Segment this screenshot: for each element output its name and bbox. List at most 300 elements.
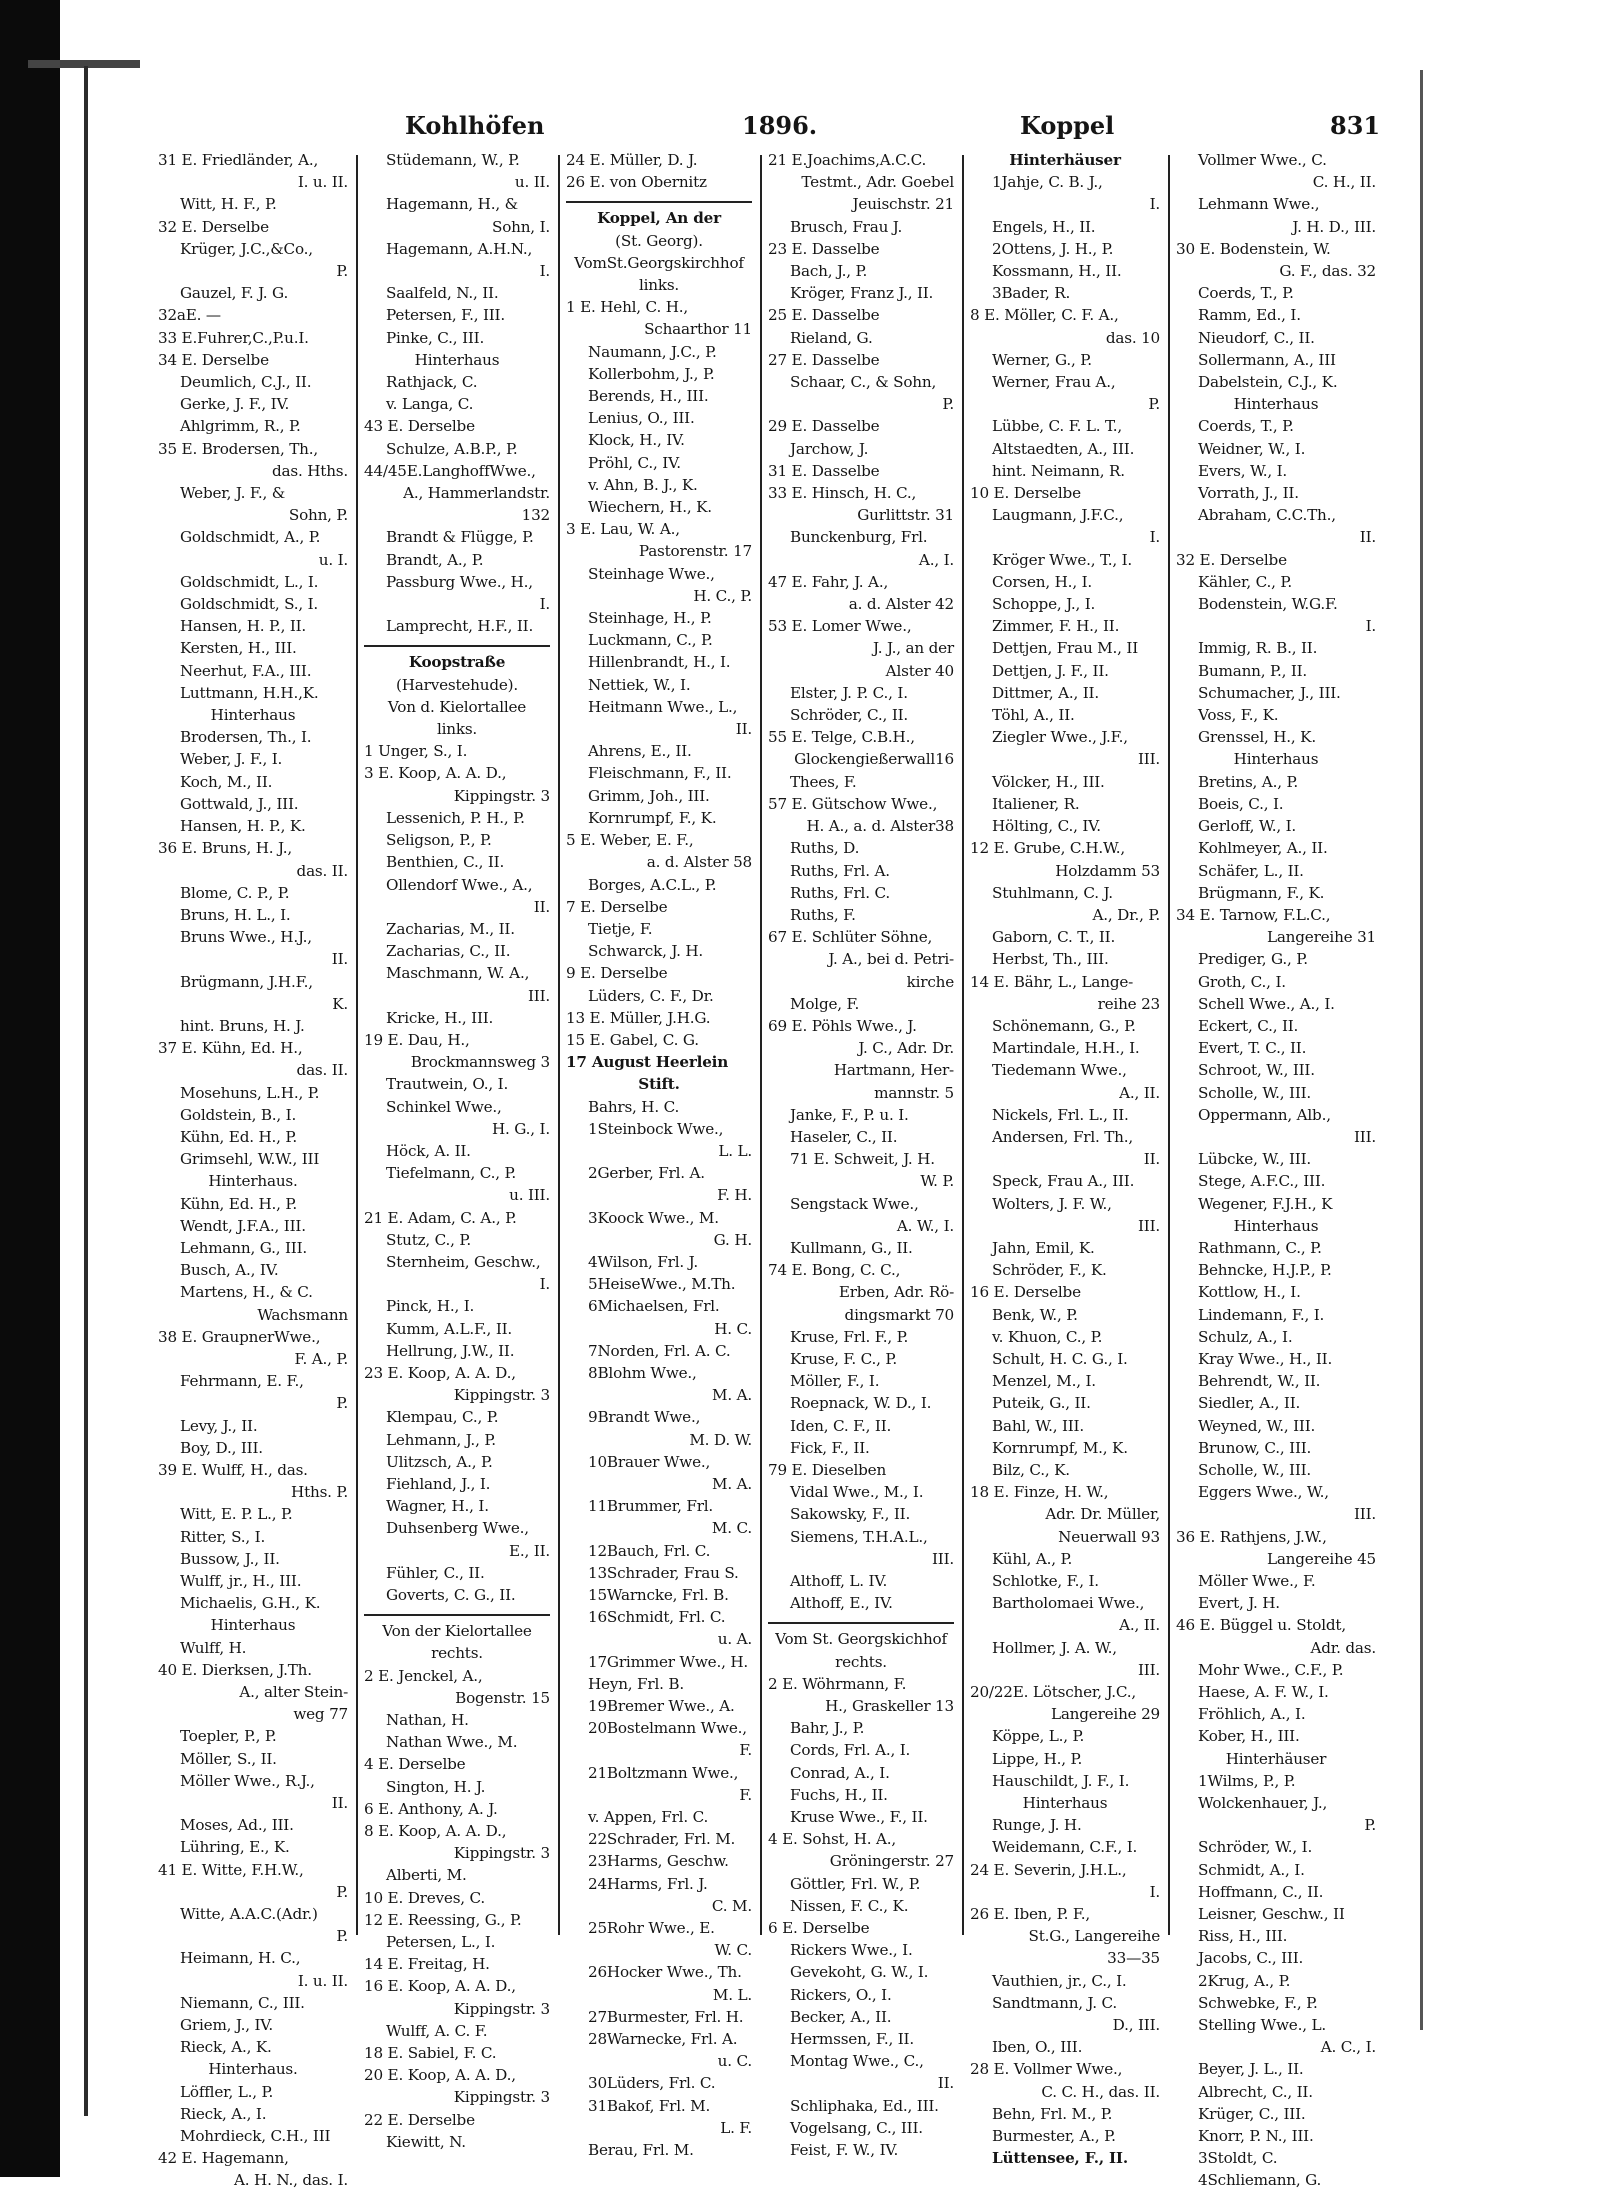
directory-entry-line: Iden, C. F., II. [790,1416,892,1435]
directory-entry-line: Conrad, A., I. [790,1763,890,1782]
directory-entry-line: Martindale, H.H., I. [992,1039,1140,1058]
directory-entry-line: Wiechern, H., K. [588,498,712,517]
directory-entry-line: Hinterhäuser [1009,151,1121,169]
directory-entry-line: J. A., bei d. Petri- [828,950,954,969]
directory-entry-line: St.G., Langereihe [1028,1927,1160,1946]
directory-entry-line: Boeis, C., I. [1198,794,1284,813]
directory-entry-line: Hinterhaus [210,706,296,725]
directory-entry-line: 17Grimmer Wwe., H. [588,1652,749,1671]
directory-entry-line: das. 10 [1105,328,1160,347]
directory-entry-line: 53 E. Lomer Wwe., [768,617,912,636]
directory-entry-line: Bussow, J., II. [180,1549,280,1568]
directory-entry-line: II. [937,2074,954,2093]
directory-entry-line: Klock, H., IV. [588,431,685,450]
directory-entry-line: 4Schliemann, G. [1198,2171,1322,2190]
directory-entry-line: 27Burmester, Frl. H. [588,2007,744,2026]
directory-entry-line: Schulz, A., I. [1198,1327,1293,1346]
directory-entry-line: Zimmer, F. H., II. [992,617,1120,636]
directory-entry-line: links. [436,720,478,739]
directory-entry-line: u. C. [717,2052,752,2071]
directory-entry-line: Evers, W., I. [1198,461,1288,480]
directory-entry-line: Klempau, C., P. [386,1408,499,1427]
directory-entry-line: Lindemann, F., I. [1198,1305,1325,1324]
directory-entry-line: Pinck, H., I. [386,1297,475,1316]
directory-entry-line: 16 E. Koop, A. A. D., [364,1977,516,1996]
directory-entry-line: P. [1364,1816,1376,1835]
directory-entry-line: Hinterhaus. [208,2060,298,2079]
directory-entry-line: Brusch, Frau J. [790,217,903,236]
directory-entry-line: Iben, O., III. [992,2038,1083,2057]
directory-entry-line: Koopstraße [408,653,506,672]
directory-entry-line: 40 E. Dierksen, J.Th. [158,1660,312,1679]
directory-entry-line: I. u. II. [297,1971,348,1990]
directory-entry-line: Fiehland, J., I. [386,1474,491,1493]
directory-entry-line: 1 Unger, S., I. [364,742,468,761]
directory-entry-line: 26Hocker Wwe., Th. [588,1963,742,1982]
directory-entry-line: 3Koock Wwe., M. [588,1208,719,1227]
directory-entry-line: A., II. [1119,1083,1160,1102]
directory-entry-line: Burmester, A., P. [992,2127,1116,2146]
directory-entry-line: II. [533,897,550,916]
directory-entry-line: Voss, F., K. [1198,706,1279,725]
directory-entry-line: Fröhlich, A., I. [1198,1705,1306,1724]
directory-entry-line: Evert, T. C., II. [1198,1039,1307,1058]
directory-entry-line: Engels, H., II. [992,217,1096,236]
directory-entry-line: Trautwein, O., I. [386,1075,509,1094]
directory-entry-line: Adr. Dr. Müller, [1045,1505,1160,1524]
directory-entry-line: Witt, E. P. L., P. [180,1505,293,1524]
directory-entry-line: Nettiek, W., I. [588,675,691,694]
directory-entry-line: Fleischmann, F., II. [588,764,732,783]
directory-entry-line: M. L. [712,1985,752,2004]
directory-entry-line: 3Bader, R. [992,284,1071,303]
directory-entry-line: Lübcke, W., III. [1198,1150,1312,1169]
directory-entry-line: 6 E. Anthony, A. J. [364,1799,498,1818]
directory-entry-line: Brandt & Flügge, P. [386,528,534,547]
directory-entry-line: M. D. W. [689,1430,752,1449]
directory-entry-line: 42 E. Hagemann, [158,2149,289,2168]
directory-entry-line: Hinterhäuser [1225,1749,1327,1768]
directory-entry-line: Höck, A. II. [386,1141,471,1160]
directory-entry-line: Wolters, J. F. W., [992,1194,1112,1213]
directory-entry-line: G. H. [713,1230,752,1249]
directory-entry-line: Moses, Ad., III. [180,1816,294,1835]
directory-entry-line: Bruns Wwe., H.J., [180,928,312,947]
header-year: 1896. [742,111,818,140]
directory-entry-line: Goverts, C. G., II. [386,1586,516,1604]
directory-entry-line: 34 E. Tarnow, F.L.C., [1176,905,1331,924]
directory-entry-line: 7 E. Derselbe [566,897,668,916]
directory-entry-line: H. C. [714,1319,752,1338]
directory-entry-line: 71 E. Schweit, J. H. [790,1150,935,1169]
directory-entry-line: Weber, J. F., I. [180,750,283,769]
directory-entry-line: 3 E. Lau, W. A., [566,520,680,539]
directory-entry-line: Vauthien, jr., C., I. [992,1971,1127,1990]
directory-entry-line: Rathmann, C., P. [1198,1238,1322,1257]
directory-entry-line: Kossmann, H., II. [992,262,1122,281]
page-number: 831 [1330,111,1381,140]
directory-entry-line: Puteik, G., II. [992,1394,1091,1413]
directory-entry-line: Jeuischstr. 21 [852,195,954,214]
directory-entry-line: H. G., I. [491,1119,550,1138]
directory-entry-line: Heitmann Wwe., L., [588,697,738,716]
directory-entry-line: v. Ahn, B. J., K. [588,475,698,494]
directory-entry-line: Hauschildt, J. F., I. [992,1771,1130,1790]
directory-entry-line: Pinke, C., III. [386,328,485,347]
directory-entry-line: 20/22E. Lötscher, J.C., [970,1683,1137,1702]
directory-entry-line: 39 E. Wulff, H., das. [158,1460,308,1479]
directory-entry-line: 15 E. Gabel, C. G. [566,1030,699,1049]
directory-entry-line: 19 E. Dau, H., [364,1030,470,1049]
directory-entry-line: Krüger, J.C.,&Co., [180,239,313,258]
directory-entry-line: Sternheim, Geschw., [386,1252,541,1271]
directory-entry-line: Sington, H. J. [386,1777,486,1796]
directory-entry-line: Werner, Frau A., [992,373,1116,392]
directory-entry-line: Stüdemann, W., P. [386,151,520,169]
directory-entry-line: Ahlgrimm, R., P. [180,417,301,436]
address-columns [150,149,1385,2190]
directory-entry-line: Hartmann, Her- [833,1061,954,1080]
directory-entry-line: Hinterhaus. [208,1172,298,1191]
page-right-edge [1420,70,1423,2030]
directory-entry-line: Goldschmidt, L., I. [180,572,319,591]
directory-entry-line: 12 E. Reessing, G., P. [364,1910,522,1929]
directory-entry-line: 9 E. Derselbe [566,964,668,983]
directory-entry-line: 16Schmidt, Frl. C. [588,1608,726,1627]
directory-entry-line: Gerke, J. F., IV. [180,395,290,414]
directory-entry-line: Boy, D., III. [180,1438,263,1457]
directory-entry-line: Naumann, J.C., P. [588,342,717,361]
directory-entry-line: Gaborn, C. T., II. [992,928,1116,947]
scan-border [0,0,60,2177]
directory-entry-line: Kippingstr. 3 [453,786,550,805]
directory-entry-line: Koppel, An der [597,209,721,228]
directory-entry-line: Adr. das. [1310,1638,1376,1657]
directory-entry-line: Grimsehl, W.W., III [180,1150,320,1169]
directory-entry-line: Passburg Wwe., H., [386,572,533,591]
directory-entry-line: 9Brandt Wwe., [588,1408,701,1427]
directory-entry-line: I. [1365,617,1376,636]
directory-entry-line: Schmidt, A., I. [1198,1860,1305,1879]
directory-entry-line: 17 August Heerlein [566,1053,729,1072]
directory-entry-line: Neuerwall 93 [1058,1527,1160,1546]
directory-entry-line: Kröger, Franz J., II. [790,284,934,303]
directory-entry-line: weg 77 [293,1705,348,1724]
directory-entry-line: Goldstein, B., I. [180,1105,297,1124]
directory-entry-line: Wulff, A. C. F. [386,2021,488,2040]
directory-entry-line: 20 E. Koop, A. A. D., [364,2066,516,2085]
directory-entry-line: Duhsenberg Wwe., [386,1519,529,1538]
directory-entry-line: Kippingstr. 3 [453,1999,550,2018]
directory-entry-line: Kray Wwe., H., II. [1198,1349,1333,1368]
directory-entry-line: 10 E. Dreves, C. [364,1888,486,1907]
directory-entry-line: 3Stoldt, C. [1198,2149,1278,2168]
directory-entry-line: Roepnack, W. D., I. [790,1394,932,1413]
directory-entry-line: Rieck, A., K. [180,2038,272,2057]
directory-entry-line: Groth, C., I. [1198,972,1286,991]
directory-entry-line: Kröger Wwe., T., I. [992,550,1133,569]
directory-entry-line: Brodersen, Th., I. [180,728,312,747]
directory-entry-line: Deumlich, C.J., II. [180,373,312,392]
directory-entry-line: 2Ottens, J. H., P. [992,239,1114,258]
directory-entry-line: Werner, G., P. [992,350,1092,369]
directory-entry-line: 132 [521,506,550,525]
directory-entry-line: Bahrs, H. C. [588,1097,680,1116]
directory-entry-line: 33—35 [1107,1949,1160,1968]
directory-entry-line: Schult, H. C. G., I. [992,1349,1128,1368]
directory-entry-line: 43 E. Derselbe [364,417,475,436]
directory-entry-line: F. H. [717,1186,752,1205]
directory-entry-line: Bartholomaei Wwe., [992,1594,1145,1613]
directory-entry-line: Cords, Frl. A., I. [790,1741,911,1760]
directory-entry-line: Nickels, Frl. L., II. [992,1105,1129,1124]
directory-entry-line: Schröder, C., II. [790,706,909,725]
directory-entry-line: II. [331,1794,348,1813]
directory-entry-line: Behrendt, W., II. [1198,1372,1321,1391]
directory-entry-line: Goldschmidt, A., P. [180,528,321,547]
directory-entry-line: E., II. [509,1541,550,1560]
directory-entry-line: III. [1137,750,1160,769]
directory-entry-line: Oppermann, Alb., [1198,1105,1331,1124]
directory-entry-line: Brügmann, J.H.F., [180,972,313,991]
directory-entry-line: v. Appen, Frl. C. [588,1808,709,1827]
directory-entry-line: Lenius, O., III. [588,409,695,428]
directory-entry-line: 2Krug, A., P. [1198,1971,1291,1990]
directory-entry-line: A. C., I. [1320,2038,1376,2057]
directory-entry-line: hint. Bruns, H. J. [180,1016,305,1035]
directory-entry-line: Weber, J. F., & [180,484,286,503]
directory-entry-line: 5 E. Weber, E. F., [566,831,694,850]
directory-entry-line: Haseler, C., II. [790,1127,898,1146]
directory-entry-line: A. W., I. [896,1216,954,1235]
directory-entry-line: F. [739,1741,752,1760]
directory-entry-line: III. [1137,1660,1160,1679]
directory-entry-line: 46 E. Büggel u. Stoldt, [1176,1616,1346,1635]
directory-entry-line: A., II. [1119,1616,1160,1635]
directory-entry-line: Möller, S., II. [180,1749,277,1768]
section-rule [768,1622,954,1624]
directory-entry-line: Steinhage Wwe., [588,564,715,583]
directory-entry-line: Kullmann, G., II. [790,1238,913,1257]
directory-entry-line: Speck, Frau A., III. [992,1172,1135,1191]
directory-entry-line: Grimm, Joh., III. [588,786,710,805]
directory-entry-line: Nathan Wwe., M. [386,1733,518,1752]
directory-entry-line: Pastorenstr. 17 [638,542,752,561]
directory-entry-line: Mohrdieck, C.H., III [180,2127,331,2146]
directory-entry-line: Hermssen, F., II. [790,2030,914,2049]
directory-entry-line: Seligson, P., P. [386,831,492,850]
column-divider [356,155,358,1935]
directory-entry-line: F. [739,1785,752,1804]
directory-entry-line: Knorr, P. N., III. [1198,2127,1314,2146]
directory-entry-line: Brügmann, F., K. [1198,883,1325,902]
directory-entry-line: Altstaedten, A., III. [992,439,1135,458]
column-divider [760,155,762,1935]
directory-entry-line: Niemann, C., III. [180,1993,305,2012]
directory-entry-line: Brandt, A., P. [386,550,484,569]
directory-entry-line: 8 E. Möller, C. F. A., [970,306,1119,325]
column-divider [1168,155,1170,1935]
directory-entry-line: Eggers Wwe., W., [1198,1483,1329,1502]
directory-entry-line: Ruths, Frl. C. [790,883,890,902]
directory-entry-line: 13 E. Müller, J.H.G. [566,1008,711,1027]
directory-entry-line: Wachsmann [257,1305,348,1324]
directory-entry-line: 23 E. Koop, A. A. D., [364,1363,516,1382]
directory-entry-line: Bruns, H. L., I. [180,905,291,924]
directory-entry-line: 22Schrader, Frl. M. [588,1830,736,1849]
directory-entry-line: v. Khuon, C., P. [992,1327,1103,1346]
directory-entry-line: 1Wilms, P., P. [1198,1771,1296,1790]
directory-entry-line: Witt, H. F., P. [180,195,277,214]
directory-entry-line: Behn, Frl. M., P. [992,2104,1113,2123]
directory-entry-line: Lessenich, P. H., P. [386,808,525,827]
directory-entry-line: I. [1149,528,1160,547]
directory-entry-line: das. Hths. [272,461,348,480]
directory-entry-line: Schroot, W., III. [1198,1061,1315,1080]
directory-entry-line: A., I. [918,550,954,569]
directory-entry-line: Heimann, H. C., [180,1949,301,1968]
page-left-edge [84,66,88,2116]
directory-entry-line: Kühn, Ed. H., P. [180,1194,297,1213]
directory-entry-line: Sengstack Wwe., [790,1194,919,1213]
directory-entry-line: Tietje, F. [588,919,653,938]
directory-entry-line: links. [638,276,680,295]
directory-entry-line: Schönemann, G., P. [992,1016,1136,1035]
column-6 [1176,149,1376,2190]
directory-entry-line: Bilz, C., K. [992,1460,1070,1479]
directory-entry-line: Dabelstein, C.J., K. [1198,373,1338,392]
directory-entry-line: Lehmann, G., III. [180,1238,308,1257]
directory-entry-line: 6 E. Derselbe [768,1919,870,1938]
directory-entry-line: Vorrath, J., II. [1198,484,1299,503]
directory-entry-line: Martens, H., & C. [180,1283,313,1302]
directory-entry-line: Nieudorf, C., II. [1198,328,1315,347]
directory-entry-line: 5HeiseWwe., M.Th. [588,1275,736,1294]
directory-entry-line: L. L. [718,1141,752,1160]
directory-entry-line: Schliphaka, Ed., III. [790,2096,939,2115]
directory-entry-line: P. [336,1394,348,1413]
directory-entry-line: J. C., Adr. Dr. [858,1039,954,1058]
directory-entry-line: 15Warncke, Frl. B. [588,1586,729,1604]
directory-entry-line: K. [332,994,348,1013]
directory-entry-line: 29 E. Dasselbe [768,417,880,436]
directory-entry-line: 25 E. Dasselbe [768,306,880,325]
directory-entry-line: Schröder, W., I. [1198,1838,1313,1857]
directory-entry-line: Rieland, G. [790,328,873,347]
directory-entry-line: Brockmannsweg 3 [410,1053,550,1072]
directory-entry-line: III. [1353,1505,1376,1524]
directory-entry-line: Hansen, H. P., II. [180,617,307,636]
directory-entry-line: III. [1137,1216,1160,1235]
column-4 [768,149,954,2160]
directory-entry-line: 69 E. Pöhls Wwe., J. [768,1016,917,1035]
directory-entry-line: 1 E. Hehl, C. H., [566,298,688,317]
directory-entry-line: Corsen, H., I. [992,572,1092,591]
directory-page [150,105,1385,2190]
directory-entry-line: Schwarck, J. H. [588,942,704,961]
directory-entry-line: Hinterhaus [1233,1216,1319,1235]
directory-entry-line: Lübbe, C. F. L. T., [992,417,1123,436]
directory-entry-line: Benk, W., P. [992,1305,1078,1324]
directory-entry-line: Immig, R. B., II. [1198,639,1318,658]
directory-entry-line: Rickers Wwe., I. [790,1941,913,1960]
directory-entry-line: Wolckenhauer, J., [1198,1794,1328,1813]
directory-entry-line: Weidner, W., I. [1198,439,1306,458]
directory-entry-line: Gottwald, J., III. [180,794,299,813]
directory-entry-line: Gevekoht, G. W., I. [790,1963,929,1982]
directory-entry-line: III. [931,1549,954,1568]
directory-entry-line: Stutz, C., P. [386,1230,471,1249]
directory-entry-line: Kersten, H., III. [180,639,297,658]
directory-entry-line: Grenssel, H., K. [1198,728,1316,747]
directory-entry-line: Scholle, W., III. [1198,1083,1312,1102]
directory-entry-line: Lamprecht, H.F., II. [386,617,534,636]
section-rule [364,645,550,647]
directory-entry-line: Kumm, A.L.F., II. [386,1319,513,1338]
directory-entry-line: Steinhage, H., P. [588,609,712,628]
directory-entry-line: 23 E. Dasselbe [768,239,880,258]
directory-entry-line: II. [735,720,752,739]
directory-entry-line: Kühn, Ed. H., P. [180,1127,297,1146]
directory-entry-line: Luttmann, H.H.,K. [180,683,319,702]
directory-entry-line: Laugmann, J.F.C., [992,506,1124,525]
directory-entry-line: Siedler, A., II. [1198,1394,1301,1413]
directory-entry-line: (Harvestehude). [396,675,518,694]
directory-entry-line: L. F. [720,2118,752,2137]
directory-entry-line: F. A., P. [294,1349,348,1368]
directory-entry-line: 28 E. Vollmer Wwe., [970,2060,1123,2079]
directory-entry-line: A. H. N., das. I. [234,2171,348,2190]
directory-entry-line: C. C. H., das. II. [1041,2082,1160,2101]
directory-entry-line: M. A. [711,1474,752,1493]
directory-entry-line: a. d. Alster 42 [848,595,954,614]
directory-entry-line: Völcker, H., III. [992,772,1105,791]
column-1 [158,149,348,2190]
directory-entry-line: Mosehuns, L.H., P. [180,1083,320,1102]
directory-entry-line: mannstr. 5 [874,1083,954,1102]
directory-entry-line: 21 E.Joachims,A.C.C. [768,151,927,169]
directory-entry-line: III. [527,986,550,1005]
directory-entry-line: Bogenstr. 15 [455,1688,550,1707]
directory-entry-line: Schumacher, J., III. [1198,683,1341,702]
directory-entry-line: Hellrung, J.W., II. [386,1341,515,1360]
directory-entry-line: Kohlmeyer, A., II. [1198,839,1328,858]
directory-entry-line: 26 E. Iben, P. F., [970,1905,1091,1924]
directory-entry-line: Schoppe, J., I. [992,595,1096,614]
column-3 [566,149,752,2160]
directory-entry-line: G. F., das. 32 [1279,262,1376,281]
directory-entry-line: 7Norden, Frl. A. C. [588,1341,731,1360]
directory-entry-line: 22 E. Derselbe [364,2110,475,2129]
directory-entry-line: M. C. [711,1519,752,1538]
directory-entry-line: 33 E. Hinsch, H. C., [768,484,917,503]
directory-entry-line: Ruths, Frl. A. [790,861,890,880]
directory-entry-line: Weyned, W., III. [1198,1416,1316,1435]
directory-entry-line: VomSt.Georgskirchhof [574,253,744,272]
directory-entry-line: A., alter Stein- [239,1683,348,1702]
directory-entry-line: Hinterhaus [1022,1794,1108,1813]
directory-entry-line: Dettjen, J. F., II. [992,661,1109,680]
directory-entry-line: hint. Neimann, R. [992,461,1125,480]
directory-entry-line: reihe 23 [1097,994,1160,1013]
directory-entry-line: Rickers, O., I. [790,1985,892,2004]
directory-entry-line: Saalfeld, N., II. [386,284,499,303]
directory-entry-line: D., III. [1112,2016,1160,2035]
directory-entry-line: Ollendorf Wwe., A., [386,875,533,894]
directory-entry-line: Borges, A.C.L., P. [588,875,717,894]
directory-entry-line: Griem, J., IV. [180,2016,274,2035]
directory-entry-line: Maschmann, W. A., [386,964,530,983]
